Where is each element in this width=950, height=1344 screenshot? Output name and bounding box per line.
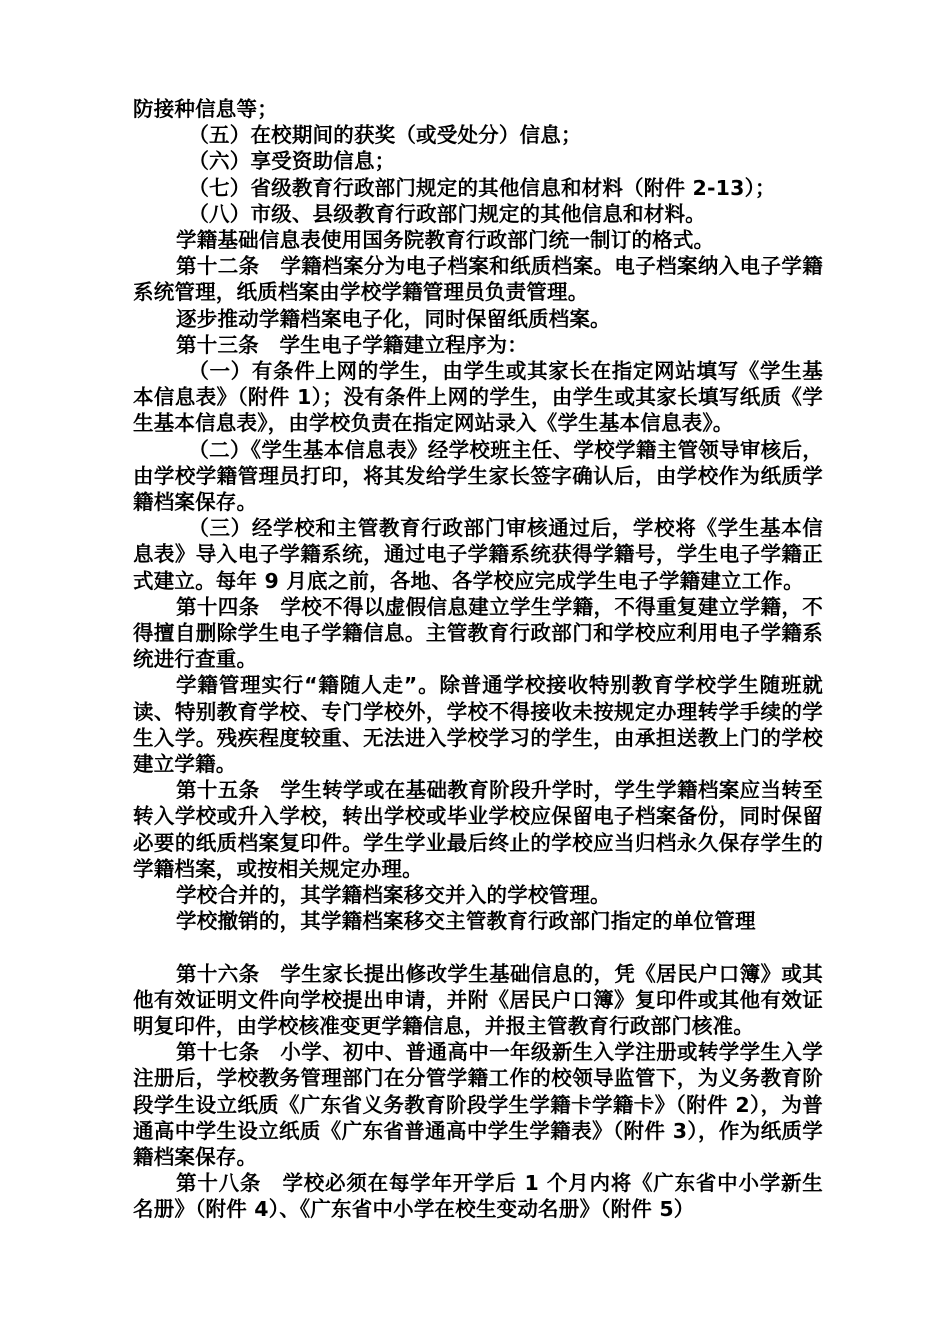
paragraph: （八）市级、县级教育行政部门规定的其他信息和材料。	[188, 201, 706, 226]
document-page	[133, 96, 823, 1223]
article-14: 第十四条 学校不得以虚假信息建立学生学籍，不得重复建立学籍，不得擅自删除学生电子学籍信息。主管教育行政部门和学校应利用电子学籍系统进行查重。	[133, 594, 823, 672]
paragraph: （六）享受资助信息；	[188, 149, 396, 174]
paragraph: （二）《学生基本信息表》经学校班主任、学校学籍主管领导审核后，由学校学籍管理员打印，将其发给学生家长签字确认后，由学校作为纸质学籍档案保存。	[133, 437, 823, 515]
paragraph: （一）有条件上网的学生，由学生或其家长在指定网站填写《学生基本信息表》（附件 1）；没有条件上网的学生，由学生或其家长填写纸质《学生基本信息表》，由学校负责在指定网站录入《学生基本信息表》。	[133, 359, 823, 436]
article-16: 第十六条 学生家长提出修改学生基础信息的，凭《居民户口簿》或其他有效证明文件向学校提出申请，并附《居民户口簿》复印件或其他有效证明复印件，由学校核准变更学籍信息，并报主管教育行政部门核准。	[133, 961, 823, 1038]
blank-line	[133, 935, 823, 961]
paragraph: 防接种信息等；	[133, 97, 278, 121]
paragraph: 学校撤销的，其学籍档案移交主管教育行政部门指定的单位管理	[176, 909, 756, 934]
paragraph: 逐步推动学籍档案电子化，同时保留纸质档案。	[176, 306, 611, 331]
article-18: 第十八条 学校必须在每学年开学后 1 个月内将《广东省中小学新生名册》（附件 4）、《广东省中小学在校生变动名册》（附件 5）	[133, 1171, 823, 1222]
paragraph: （三）经学校和主管教育行政部门审核通过后，学校将《学生基本信息表》导入电子学籍系统，通过电子学籍系统获得学籍号，学生电子学籍正式建立。每年 9 月底之前，各地、各学校应完成学生电子学籍建立工作。	[133, 516, 823, 593]
paragraph: （七）省级教育行政部门规定的其他信息和材料（附件 2-13）；	[188, 175, 776, 200]
paragraph: （五）在校期间的获奖（或受处分）信息；	[188, 123, 582, 148]
paragraph: 学校合并的，其学籍档案移交并入的学校管理。	[176, 883, 611, 908]
article-13: 第十三条 学生电子学籍建立程序为：	[176, 332, 528, 357]
paragraph: 学籍基础信息表使用国务院教育行政部门统一制订的格式。	[176, 228, 715, 253]
paragraph: 学籍管理实行“籍随人走”。除普通学校接收特别教育学校学生随班就读、特别教育学校、专门学校外，学校不得接收未按规定办理转学手续的学生入学。残疾程度较重、无法进入学校学习的学生，由承担送教上门的学校建立学籍。	[133, 673, 823, 777]
article-15: 第十五条 学生转学或在基础教育阶段升学时，学生学籍档案应当转至转入学校或升入学校，转出学校或毕业学校应保留电子档案备份，同时保留必要的纸质档案复印件。学生学业最后终止的学校应当归档永久保存学生的学籍档案，或按相关规定办理。	[133, 778, 823, 881]
article-12: 第十二条 学籍档案分为电子档案和纸质档案。电子档案纳入电子学籍系统管理，纸质档案由学校学籍管理员负责管理。	[133, 254, 823, 305]
article-17: 第十七条 小学、初中、普通高中一年级新生入学注册或转学学生入学注册后，学校教务管理部门在分管学籍工作的校领导监管下，为义务教育阶段学生设立纸质《广东省义务教育阶段学生学籍卡学籍卡》（附件 2），为普通高中学生设立纸质《广东省普通高中学生学籍表》（附件 3），作为纸质学籍档案保存。	[133, 1040, 823, 1169]
